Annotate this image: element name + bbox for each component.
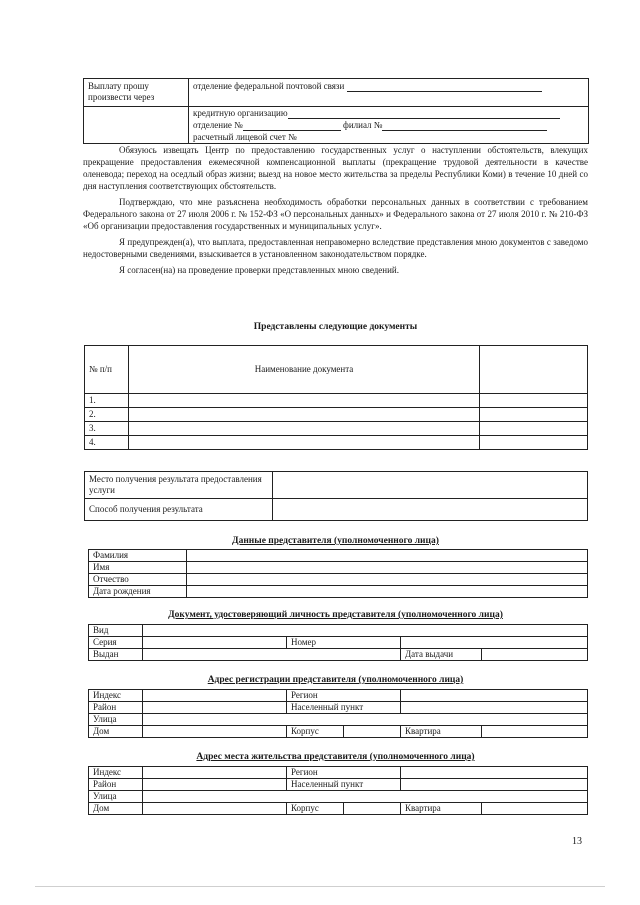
id-type-field[interactable] (143, 625, 588, 637)
col-name-header: Наименование документа (129, 346, 480, 394)
live-street-field[interactable] (143, 791, 588, 803)
reg-house-label: Дом (89, 726, 143, 738)
id-doc-table (88, 624, 588, 661)
live-apartment-field[interactable] (482, 803, 588, 815)
credit-org-label: кредитную организацию (193, 108, 288, 118)
live-apartment-label: Квартира (401, 803, 482, 815)
reg-index-label: Индекс (89, 690, 143, 702)
surname-field[interactable] (187, 550, 588, 562)
live-region-field[interactable] (401, 767, 588, 779)
paragraph-personal-data: Подтверждаю, что мне разъяснена необходимость обработки персональных данных в соответствии с требованием Федерального закона от 27 июля 2006 г. № 152-ФЗ «О персональных данных» и Федерального закона от 27 июля 2010 г. № 210-ФЗ «Об организации предоставления государственных и муниципальных услуг». (83, 197, 588, 231)
patronymic-label: Отчество (89, 574, 187, 586)
live-locality-label: Населенный пункт (287, 779, 401, 791)
dob-field[interactable] (187, 586, 588, 598)
id-doc-title: Документ, удостоверяющий личность представителя (уполномоченного лица) (168, 610, 503, 620)
rep-title: Данные представителя (уполномоченного лица) (232, 536, 439, 546)
reg-district-field[interactable] (143, 702, 287, 714)
doc-row-name[interactable] (129, 436, 480, 450)
live-building-field[interactable] (344, 803, 401, 815)
issue-date-field[interactable] (482, 649, 588, 661)
doc-row-num: 2. (85, 408, 129, 422)
reg-locality-label: Населенный пункт (287, 702, 401, 714)
documents-title: Представлены следующие документы (253, 322, 418, 332)
reg-region-label: Регион (287, 690, 401, 702)
documents-table (84, 345, 588, 450)
result-place-field[interactable] (273, 472, 588, 499)
number-field[interactable] (401, 637, 588, 649)
paragraph-consent: Я согласен(на) на проведение проверки представленных мною сведений. (119, 265, 399, 275)
doc-row-extra[interactable] (480, 422, 588, 436)
payment-table (83, 78, 589, 144)
live-house-label: Дом (89, 803, 143, 815)
branch-no-label: отделение № (193, 120, 243, 130)
reg-locality-field[interactable] (401, 702, 588, 714)
live-building-label: Корпус (287, 803, 344, 815)
live-district-label: Район (89, 779, 143, 791)
reg-building-field[interactable] (344, 726, 401, 738)
col-num-header: № п/п (85, 346, 129, 394)
live-index-label: Индекс (89, 767, 143, 779)
postal-option[interactable] (189, 79, 589, 107)
doc-row-extra[interactable] (480, 408, 588, 422)
result-place-label: Место получения результата предоставления услуги (85, 472, 273, 499)
live-addr-title: Адрес места жительства представителя (уполномоченного лица) (196, 752, 475, 762)
reg-addr-title: Адрес регистрации представителя (уполномоченного лица) (207, 675, 464, 685)
reg-house-field[interactable] (143, 726, 287, 738)
doc-row-num: 1. (85, 394, 129, 408)
reg-apartment-label: Квартира (401, 726, 482, 738)
reg-building-label: Корпус (287, 726, 344, 738)
issued-by-field[interactable] (143, 649, 401, 661)
live-addr-table (88, 766, 588, 815)
bottom-rule (35, 886, 605, 887)
reg-index-field[interactable] (143, 690, 287, 702)
live-index-field[interactable] (143, 767, 287, 779)
account-no-label: расчетный лицевой счет № (193, 132, 297, 142)
page-number: 13 (572, 836, 582, 847)
name-label: Имя (89, 562, 187, 574)
doc-row-extra[interactable] (480, 394, 588, 408)
live-district-field[interactable] (143, 779, 287, 791)
rep-table (88, 549, 588, 598)
series-field[interactable] (143, 637, 287, 649)
number-label: Номер (287, 637, 401, 649)
surname-label: Фамилия (89, 550, 187, 562)
dob-label: Дата рождения (89, 586, 187, 598)
live-region-label: Регион (287, 767, 401, 779)
doc-row-name[interactable] (129, 394, 480, 408)
reg-apartment-field[interactable] (482, 726, 588, 738)
filial-no-label: филиал № (342, 120, 383, 130)
credit-org-option[interactable] (189, 107, 589, 144)
doc-row-num: 4. (85, 436, 129, 450)
result-method-field[interactable] (273, 499, 588, 521)
name-field[interactable] (187, 562, 588, 574)
reg-region-field[interactable] (401, 690, 588, 702)
col-extra-header (480, 346, 588, 394)
doc-row-name[interactable] (129, 408, 480, 422)
doc-row-num: 3. (85, 422, 129, 436)
doc-row-extra[interactable] (480, 436, 588, 450)
live-house-field[interactable] (143, 803, 287, 815)
patronymic-field[interactable] (187, 574, 588, 586)
paragraph-warning: Я предупрежден(а), что выплата, предоставленная неправомерно вследствие представления мною документов с заведомо недостоверными сведениями, взыскивается в установленном законодательством порядке. (83, 237, 588, 259)
reg-district-label: Район (89, 702, 143, 714)
result-table (84, 471, 588, 521)
result-method-label: Способ получения результата (85, 499, 273, 521)
obligation-paragraph (83, 144, 588, 276)
issue-date-label: Дата выдачи (401, 649, 482, 661)
paragraph-notify: Обязуюсь извещать Центр по предоставлению государственных услуг о наступлении обстоятельств, влекущих прекращение предоставления ежемесячной компенсационной выплаты (прекращение трудовой деятельности в качестве оленевода; переход на оседлый образ жизни; выезд на новое место жительства за пределы Республики Коми) в течение 10 дней со дня наступления соответствующих обстоятельств. (83, 145, 588, 191)
live-locality-field[interactable] (401, 779, 588, 791)
reg-street-label: Улица (89, 714, 143, 726)
id-type-label: Вид (89, 625, 143, 637)
doc-row-name[interactable] (129, 422, 480, 436)
live-street-label: Улица (89, 791, 143, 803)
postal-option-label: отделение федеральной почтовой связи (193, 81, 345, 91)
reg-street-field[interactable] (143, 714, 588, 726)
payment-label: Выплату прошу произвести через (84, 79, 189, 107)
series-label: Серия (89, 637, 143, 649)
issued-by-label: Выдан (89, 649, 143, 661)
reg-addr-table (88, 689, 588, 738)
